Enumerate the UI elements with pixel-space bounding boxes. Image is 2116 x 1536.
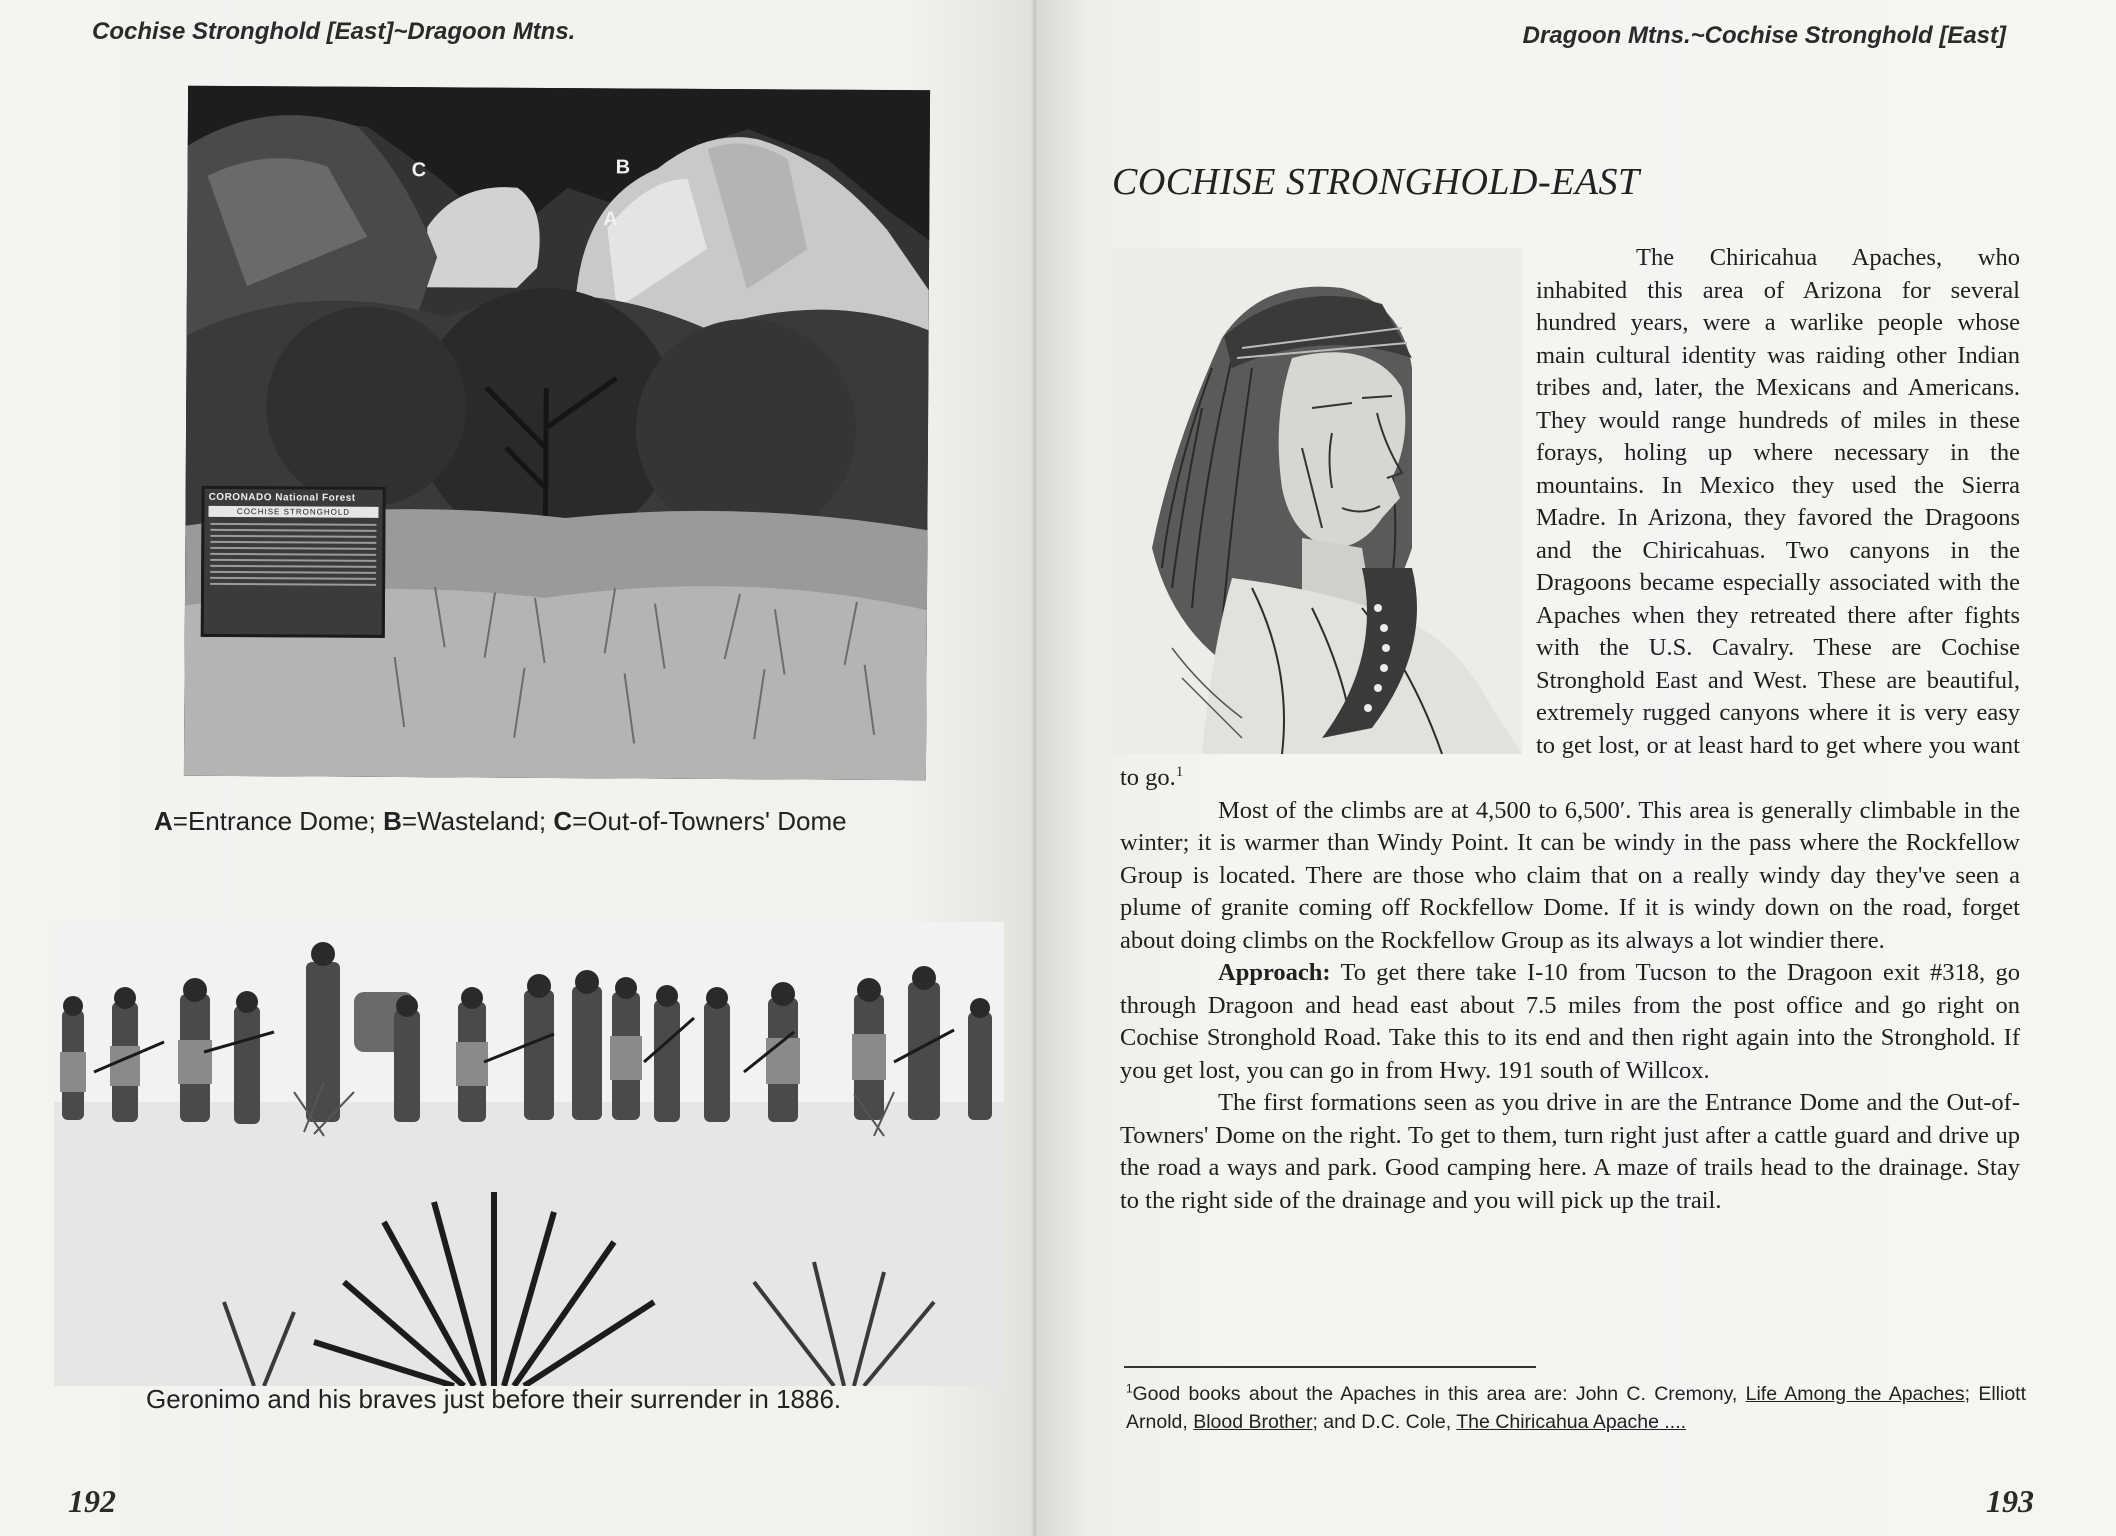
left-page — [0, 0, 1036, 1536]
footnote-sep-1: ; Elliott Arnold, — [1126, 1383, 2026, 1433]
footnote — [1126, 1380, 2026, 1436]
paragraph-4: The first formations seen as you drive in are the Entrance Dome and the Out-of-Towners' Dome on the right. To get to them, turn right just after a cattle guard and drive up the road a ways and park. Good camping here. A maze of trails head to the drainage. Stay to the right side of the drainage and you will pick up the trail. — [1120, 1089, 2020, 1214]
dome-label-a: A — [603, 208, 618, 231]
dome-label-b: B — [615, 156, 631, 179]
geronimo-photo — [54, 922, 1004, 1386]
paragraph-3 — [1120, 957, 2020, 1087]
caption-text-c: =Out-of-Towners' Dome — [572, 806, 847, 836]
footnote-book-3: The Chiricahua Apache .... — [1456, 1411, 1687, 1433]
footnote-intro: Good books about the Apaches in this area are: John C. Cremony, — [1132, 1383, 1746, 1405]
forest-sign — [201, 486, 386, 638]
photo2-caption: Geronimo and his braves just before their surrender in 1886. — [146, 1384, 842, 1414]
paragraph-1-text: The Chiricahua Apaches, who inhabited this area of Arizona for several hundred years, were a warlike people whose main cultural identity was raiding other Indian tribes and, later, the Mexicans and Americans. They would range hundreds of miles in these forays, holing up where necessary in the mountains. In Mexico they used the Sierra Madre. In Arizona, they favored the Dragoons and the Chiricahuas. Two canyons in the Dragoons became especially associated with the Apaches when they retreated there after fights with the U.S. Cavalry. These are Cochise Stronghold East and West. These are beautiful, extremely rugged canyons where it is very easy to get lost, or at least hard to get where you want to go. — [1120, 244, 2020, 791]
cochise-stronghold-photo — [184, 86, 930, 781]
footnote-marker: 1 — [1175, 763, 1184, 780]
right-page — [1036, 0, 2116, 1536]
paragraph-3-text: To get there take I-10 from Tucson to the Dragoon exit #318, go through Dragoon and head east about 7.5 miles from the post office and go right on Cochise Stronghold Road. Take this to its end and then right again into the Stronghold. If you get lost, you can go in from Hwy. 191 south of Willcox. — [1120, 959, 2020, 1084]
running-head-left: Cochise Stronghold [East]~Dragoon Mtns. — [92, 18, 576, 45]
sign-header: CORONADO National Forest — [208, 491, 356, 504]
geronimo-braves-image — [54, 922, 1004, 1386]
approach-lead: Approach: — [1218, 959, 1331, 986]
rock-landscape-image — [184, 86, 930, 781]
caption-key-c: C — [553, 806, 573, 836]
footnote-sep-2: ; and D.C. Cole, — [1312, 1411, 1457, 1433]
sign-text-lines — [210, 523, 376, 586]
photo1-caption — [154, 806, 847, 837]
footnote-number: 1 — [1126, 1382, 1133, 1396]
sign-subheader: COCHISE STRONGHOLD — [208, 506, 378, 518]
body-text — [1120, 242, 2020, 1217]
page-number-right: 193 — [1986, 1483, 2034, 1519]
dome-label-c: C — [411, 159, 427, 182]
footnote-book-2: Blood Brother — [1193, 1411, 1313, 1433]
running-head-right: Dragoon Mtns.~Cochise Stronghold [East] — [1522, 22, 2006, 49]
portrait-float-spacer — [1120, 242, 1536, 762]
caption-text-a: =Entrance Dome; — [172, 806, 384, 836]
page-number-left: 192 — [68, 1483, 116, 1519]
caption-key-a: A — [154, 806, 173, 836]
caption-text-b: =Wasteland; — [401, 806, 554, 836]
paragraph-2: Most of the climbs are at 4,500 to 6,500′. This area is generally climbable in the winter; it is warmer than Windy Point. It can be windy in the pass where the Rockfellow Group is located. There are those who claim that on a really windy day they've seen a plume of granite coming off Rockfellow Dome. If it is windy down on the road, forget about doing climbs on the Rockfellow Group as its always a lot windier there. — [1120, 796, 2020, 954]
caption-key-b: B — [383, 806, 402, 836]
chapter-title: COCHISE STRONGHOLD-EAST — [1112, 161, 1640, 203]
footnote-divider — [1124, 1366, 1536, 1368]
footnote-book-1: Life Among the Apaches — [1745, 1383, 1965, 1405]
